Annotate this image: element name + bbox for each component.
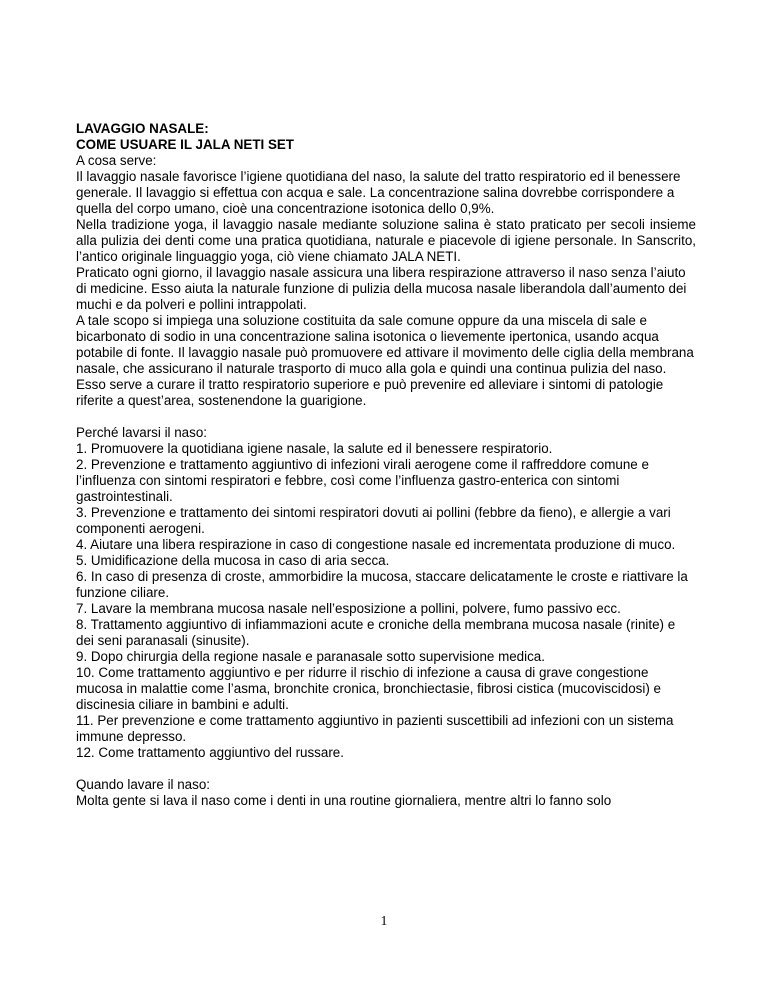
list-item: 12. Come trattamento aggiuntivo del russare. <box>76 745 344 760</box>
list-item: 1. Promuovere la quotidiana igiene nasale, la salute ed il benessere respiratorio. <box>76 441 553 456</box>
list-item: 10. Come trattamento aggiuntivo e per ridurre il rischio di infezione a causa di grave congestione mucosa in malattie come l’asma, bronchite cronica, bronchiectasie, fibrosi cistica (mucoviscidosi) e discinesia ciliare in bambini e adulti. <box>76 665 661 712</box>
list-item: 3. Prevenzione e trattamento dei sintomi respiratori dovuti ai pollini (febbre da fieno), e allergie a vari componenti aerogeni. <box>76 505 671 536</box>
document-title-line1: LAVAGGIO NASALE: <box>76 121 209 136</box>
paragraph: Nella tradizione yoga, il lavaggio nasale mediante soluzione salina è stato praticato per secoli insieme alla pulizia dei denti come una pratica quotidiana, naturale e piacevole di igiene personale. In Sanscrito, l’antico originale linguaggio yoga, ciò viene chiamato JALA NETI. <box>76 217 696 264</box>
list-item: 2. Prevenzione e trattamento aggiuntivo di infezioni virali aerogene come il raffreddore comune e l’influenza con sintomi respiratori e febbre, così come l’influenza gastro-enterica con sintomi gastrointestinali. <box>76 457 649 504</box>
paragraph: Il lavaggio nasale favorisce l’igiene quotidiana del naso, la salute del tratto respiratorio ed il benessere generale. Il lavaggio si effettua con acqua e sale. La concentrazione salina dovrebbe corrispondere a quella del corpo umano, cioè una concentrazione isotonica dello 0,9%. <box>76 169 681 216</box>
list-item: 11. Per prevenzione e come trattamento aggiuntivo in pazienti suscettibili ad infezioni con un sistema immune depresso. <box>76 713 674 744</box>
document-title-line2: COME USUARE IL JALA NETI SET <box>76 137 294 152</box>
document-body <box>76 121 696 809</box>
paragraph: Praticato ogni giorno, il lavaggio nasale assicura una libera respirazione attraverso il naso senza l’aiuto di medicine. Esso aiuta la naturale funzione di pulizia della mucosa nasale liberandola dall’aumento dei muchi e da polveri e pollini intrappolati. <box>76 265 687 312</box>
page-number: 1 <box>380 913 388 928</box>
list-item: 6. In caso di presenza di croste, ammorbidire la mucosa, staccare delicatamente le croste e riattivare la funzione ciliare. <box>76 569 688 600</box>
section-heading-purpose: A cosa serve: <box>76 153 157 168</box>
section-heading-when: Quando lavare il naso: <box>76 777 210 792</box>
spacer <box>76 761 696 777</box>
paragraph: A tale scopo si impiega una soluzione costituita da sale comune oppure da una miscela di sale e bicarbonato di sodio in una concentrazione salina isotonica o lievemente ipertonica, usando acqua potabile di fonte. Il lavaggio nasale può promuovere ed attivare il movimento delle ciglia della membrana nasale, che assicurano il naturale trasporto di muco alla gola e quindi una continua pulizia del naso. Esso serve a curare il tratto respiratorio superiore e può prevenire ed alleviare i sintomi di patologie riferite a quest’area, sostenendone la guarigione. <box>76 313 694 408</box>
paragraph: Molta gente si lava il naso come i denti in una routine giornaliera, mentre altri lo fanno solo <box>76 793 612 808</box>
list-item: 9. Dopo chirurgia della regione nasale e paranasale sotto supervisione medica. <box>76 649 545 664</box>
list-item: 5. Umidificazione della mucosa in caso di aria secca. <box>76 553 390 568</box>
spacer <box>76 409 696 425</box>
list-item: 7. Lavare la membrana mucosa nasale nell’esposizione a pollini, polvere, fumo passivo ecc. <box>76 601 621 616</box>
section-heading-why: Perché lavarsi il naso: <box>76 425 207 440</box>
list-item: 4. Aiutare una libera respirazione in caso di congestione nasale ed incrementata produzione di muco. <box>76 537 676 552</box>
list-item: 8. Trattamento aggiuntivo di infiammazioni acute e croniche della membrana mucosa nasale (rinite) e dei seni paranasali (sinusite). <box>76 617 676 648</box>
